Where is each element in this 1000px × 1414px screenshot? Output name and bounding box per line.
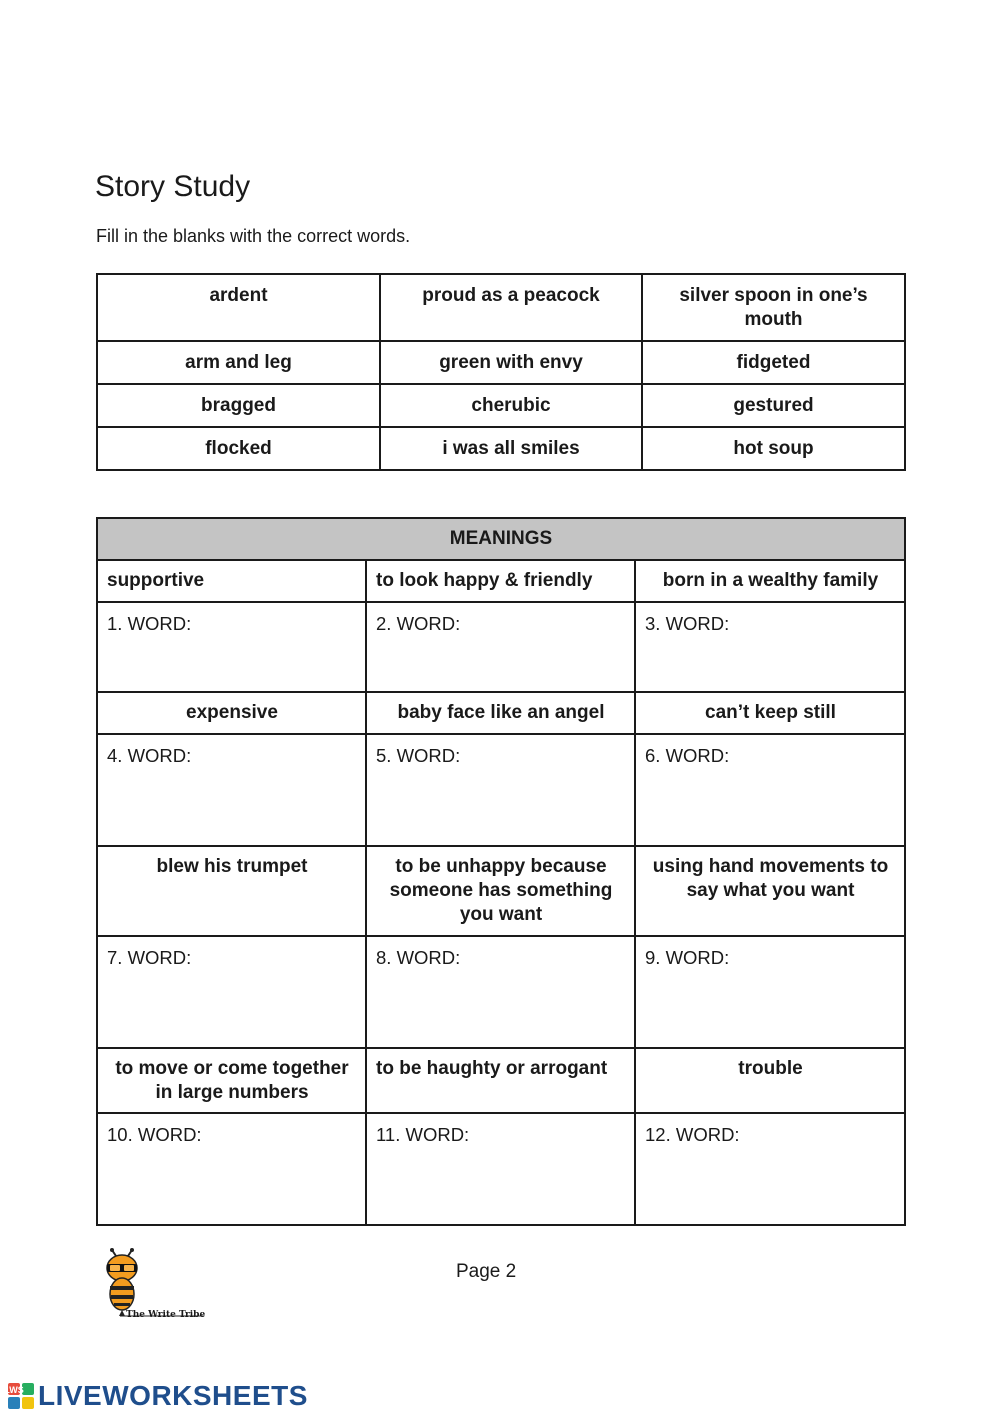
meaning-cell: baby face like an angel [366, 692, 635, 734]
page-number: Page 2 [456, 1261, 517, 1282]
meaning-cell: blew his trumpet [97, 846, 366, 936]
liveworksheets-text: LIVEWORKSHEETS [38, 1380, 308, 1411]
write-tribe-logo [98, 1248, 208, 1328]
meaning-row [97, 1048, 905, 1113]
answer-blank-3[interactable]: 3. WORD: [635, 602, 905, 692]
table-row [97, 274, 905, 341]
answer-row [97, 936, 905, 1048]
word-bank-cell: green with envy [380, 341, 642, 384]
liveworksheets-brand [4, 1378, 308, 1414]
meaning-cell: trouble [635, 1048, 905, 1113]
meaning-cell: born in a wealthy family [635, 560, 905, 602]
word-bank-cell: proud as a peacock [380, 274, 642, 341]
word-bank-cell: ardent [97, 274, 380, 341]
word-bank-cell: silver spoon in one’s mouth [642, 274, 905, 341]
word-bank-cell: arm and leg [97, 341, 380, 384]
answer-blank-7[interactable]: 7. WORD: [97, 936, 366, 1048]
table-header-row [97, 518, 905, 560]
word-bank-cell: cherubic [380, 384, 642, 427]
meaning-cell: to move or come together in large numbers [97, 1048, 366, 1113]
meaning-cell: to look happy & friendly [366, 560, 635, 602]
word-bank-cell: i was all smiles [380, 427, 642, 470]
answer-blank-5[interactable]: 5. WORD: [366, 734, 635, 846]
answer-blank-2[interactable]: 2. WORD: [366, 602, 635, 692]
answer-row [97, 734, 905, 846]
table-row [97, 384, 905, 427]
meaning-cell: to be haughty or arrogant [366, 1048, 635, 1113]
answer-blank-1[interactable]: 1. WORD: [97, 602, 366, 692]
answer-blank-12[interactable]: 12. WORD: [635, 1113, 905, 1225]
meaning-row [97, 692, 905, 734]
meaning-cell: can’t keep still [635, 692, 905, 734]
word-bank-cell: fidgeted [642, 341, 905, 384]
meanings-table [96, 517, 906, 1226]
logo-text: The Write Tribe [126, 1310, 206, 1320]
answer-blank-11[interactable]: 11. WORD: [366, 1113, 635, 1225]
answer-blank-9[interactable]: 9. WORD: [635, 936, 905, 1048]
answer-blank-10[interactable]: 10. WORD: [97, 1113, 366, 1225]
answer-blank-8[interactable]: 8. WORD: [366, 936, 635, 1048]
meaning-row [97, 846, 905, 936]
word-bank-cell: hot soup [642, 427, 905, 470]
meaning-cell: expensive [97, 692, 366, 734]
word-bank-cell: bragged [97, 384, 380, 427]
answer-row [97, 602, 905, 692]
meaning-row [97, 560, 905, 602]
answer-blank-6[interactable]: 6. WORD: [635, 734, 905, 846]
word-bank-table [96, 273, 906, 471]
meanings-header: MEANINGS [97, 518, 905, 560]
answer-blank-4[interactable]: 4. WORD: [97, 734, 366, 846]
page-title: Story Study [95, 170, 251, 203]
table-row [97, 427, 905, 470]
table-row [97, 341, 905, 384]
answer-row [97, 1113, 905, 1225]
instructions: Fill in the blanks with the correct words. [96, 226, 411, 246]
logo-letter: LWS [4, 1385, 24, 1395]
word-bank-cell: gestured [642, 384, 905, 427]
meaning-cell: to be unhappy because someone has something you want [366, 846, 635, 936]
liveworksheets-logo-icon [4, 1383, 34, 1409]
meaning-cell: supportive [97, 560, 366, 602]
meaning-cell: using hand movements to say what you want [635, 846, 905, 936]
word-bank-cell: flocked [97, 427, 380, 470]
